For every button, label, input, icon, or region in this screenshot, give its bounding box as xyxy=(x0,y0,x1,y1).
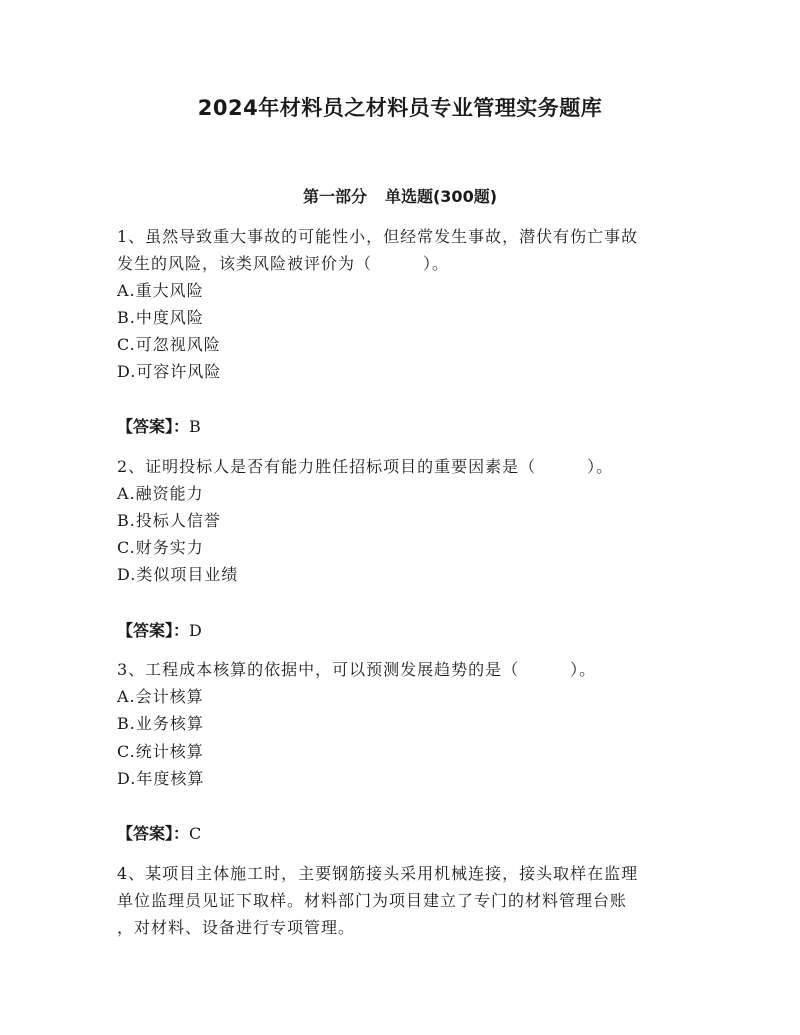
question-2-stem-line-1: 2、证明投标人是否有能力胜任招标项目的重要因素是（ ）。 xyxy=(117,457,614,476)
answer-label: 【答案】： xyxy=(117,417,190,436)
document-title: 2024年材料员之材料员专业管理实务题库 xyxy=(197,96,603,120)
question-3-option-a: A.会计核算 xyxy=(117,687,204,706)
question-3-stem-line-1: 3、工程成本核算的依据中，可以预测发展趋势的是（ ）。 xyxy=(117,660,597,679)
question-1-option-a: A.重大风险 xyxy=(117,281,204,300)
question-3-option-d: D.年度核算 xyxy=(117,769,205,788)
question-2-option-c: C.财务实力 xyxy=(117,538,204,557)
section-part: 第一部分 xyxy=(302,187,367,206)
question-1-option-c: C.可忽视风险 xyxy=(117,335,221,354)
question-1-answer xyxy=(117,416,201,438)
section-name: 单选题(300题) xyxy=(384,187,498,206)
question-4-stem-line-1: 4、某项目主体施工时，主要钢筋接头采用机械连接，接头取样在监理 xyxy=(117,864,639,883)
section-heading xyxy=(0,184,800,207)
question-1-stem-line-2: 发生的风险，该类风险被评价为（ ）。 xyxy=(117,254,450,273)
question-2-option-d: D.类似项目业绩 xyxy=(117,565,239,584)
answer-label: 【答案】： xyxy=(117,621,190,640)
question-2-option-b: B.投标人信誉 xyxy=(117,511,221,530)
answer-label: 【答案】： xyxy=(117,824,190,843)
question-1-option-b: B.中度风险 xyxy=(117,308,204,327)
question-1-stem-line-1: 1、虽然导致重大事故的可能性小，但经常发生事故，潜伏有伤亡事故 xyxy=(117,227,639,246)
answer-value: D xyxy=(189,621,202,640)
question-1-option-d: D.可容许风险 xyxy=(117,362,222,381)
question-4-stem-line-2: 单位监理员见证下取样。材料部门为项目建立了专门的材料管理台账 xyxy=(117,891,628,910)
answer-value: C xyxy=(189,824,202,843)
question-2-answer xyxy=(117,620,202,642)
question-2-option-a: A.融资能力 xyxy=(117,484,204,503)
question-4-stem-line-3: ，对材料、设备进行专项管理。 xyxy=(117,918,356,937)
question-3-option-c: C.统计核算 xyxy=(117,742,204,761)
question-3-option-b: B.业务核算 xyxy=(117,714,204,733)
answer-value: B xyxy=(189,417,201,436)
question-3-answer xyxy=(117,823,201,845)
